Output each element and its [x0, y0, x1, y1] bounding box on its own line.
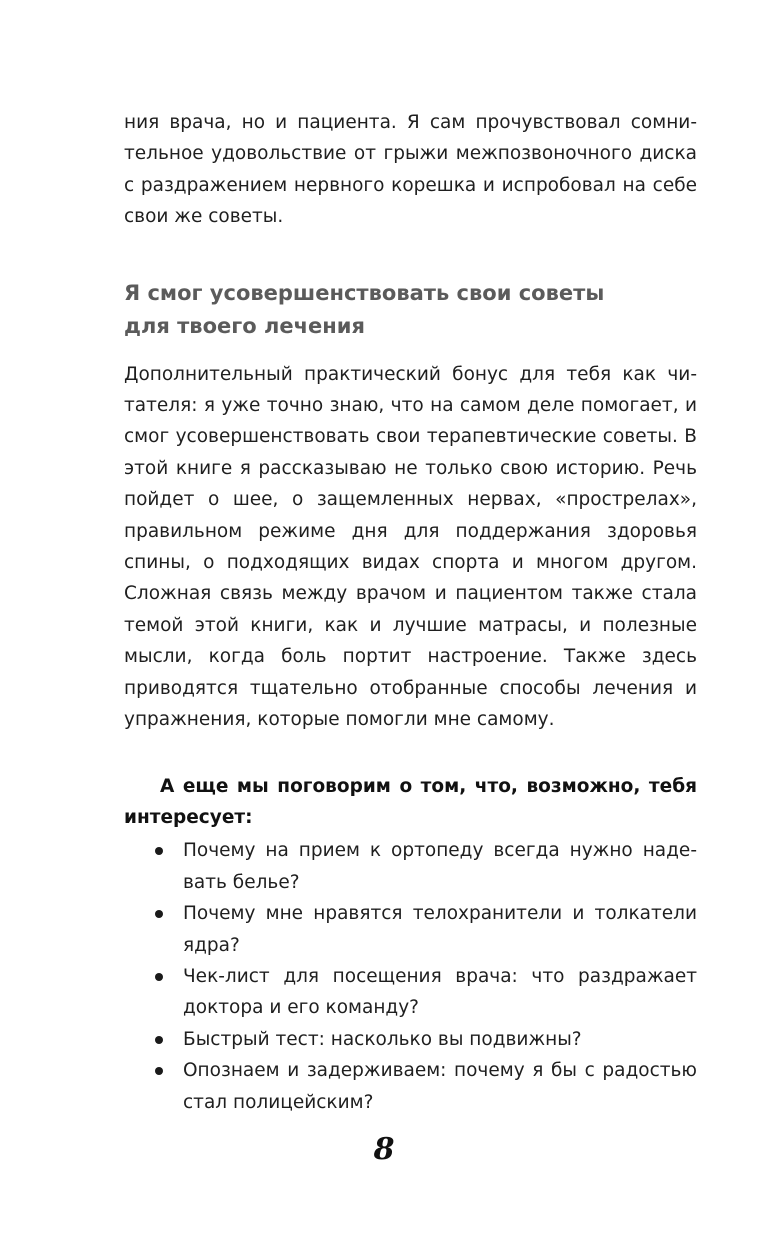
bullet-icon: [155, 1067, 163, 1075]
intro-paragraph: ния врача, но и пациента. Я сам прочувствовал сомнительное удовольствие от грыжи межпозвоночного диска с раздражением нервного корешка и испробовал на себе свои же советы.: [124, 112, 697, 228]
list-item-text: Почему мне нравятся телохранители и толкатели ядра?: [183, 903, 697, 956]
list-item: [124, 835, 697, 898]
bullet-list: [124, 835, 697, 1118]
list-item: [124, 1055, 697, 1118]
list-item-text: Чек-лист для посещения врача: что раздражает доктора и его команду?: [183, 965, 697, 1019]
list-lead: А еще мы поговорим о том, что, возможно, тебя интересует:: [124, 775, 697, 828]
bullet-icon: [155, 973, 163, 981]
bullet-icon: [155, 910, 163, 918]
section-heading-line-2: для твоего лечения: [124, 313, 365, 338]
list-item-text: Почему на прием к ортопеду всегда нужно надевать белье?: [183, 840, 697, 893]
list-item-text: Опознаем и задерживаем: почему я бы с радостью стал полицейским?: [183, 1060, 697, 1113]
bullet-icon: [155, 1036, 163, 1044]
page-content: [124, 107, 697, 1118]
section-heading: [124, 277, 697, 343]
list-item: [124, 898, 697, 961]
list-item-text: Быстрый тест: насколько вы подвижны?: [183, 1028, 582, 1050]
section-body-paragraph: Дополнительный практический бонус для тебя как читателя: я уже точно знаю, что на самом деле помогает, и смог усовершенствовать свои терапевтические советы. В этой книге я рассказываю не только свою историю. Речь пойдет о шее, о защемленных нервах, «прострелах», правильном режиме дня для поддержания здоровья спины, о подходящих видах спорта и многом другом. Сложная связь между врачом и пациентом также стала темой этой книги, как и лучшие матрасы, и полезные мысли, когда боль портит настроение. Также здесь приводятся тщательно отобранные способы лечения и упражнения, которые помогли мне самому.: [124, 363, 697, 731]
list-item: [124, 1024, 697, 1055]
bullet-icon: [155, 847, 163, 855]
section-heading-line-1: Я смог усовершенствовать свои советы: [124, 280, 605, 305]
page-number: 8: [373, 1132, 395, 1167]
list-item: [124, 961, 697, 1024]
